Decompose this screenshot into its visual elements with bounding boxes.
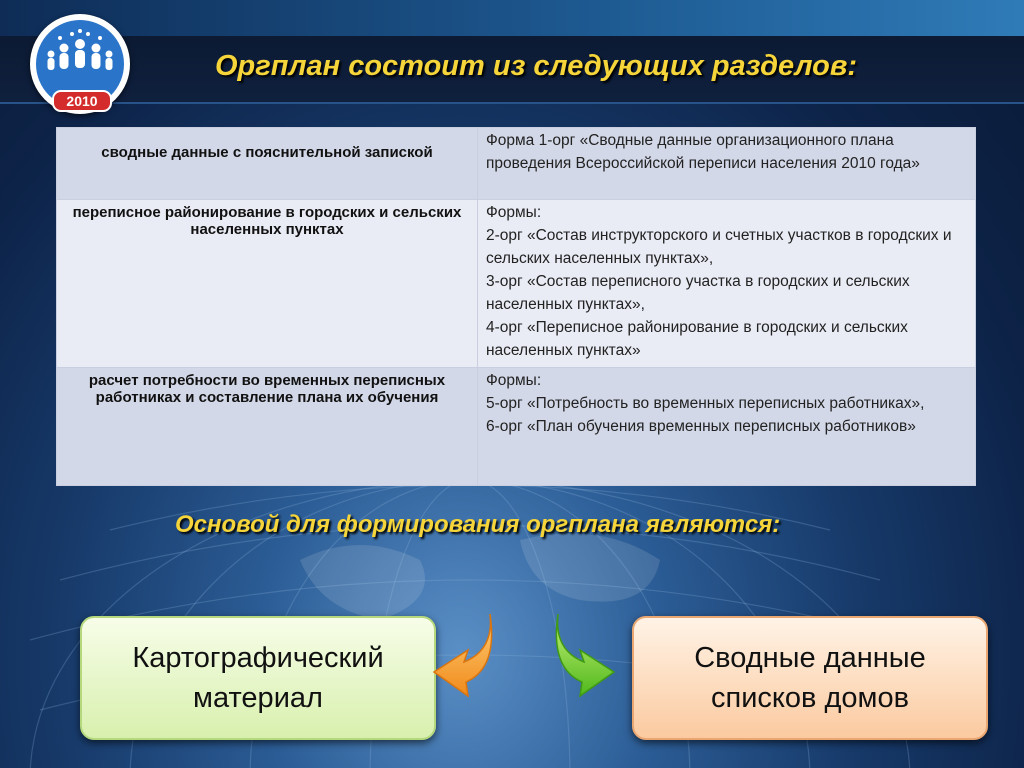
form-line: Форма 1-орг «Сводные данные организационного плана проведения Всероссийской переписи населения 2010 года» [486, 132, 920, 172]
box-label: Картографический материал [132, 642, 384, 714]
section-cell: расчет потребности во временных переписных работниках и составление плана их обучения [57, 368, 478, 486]
forms-cell [478, 200, 976, 368]
form-line: Формы: [486, 204, 542, 221]
form-line: 2-орг «Состав инструкторского и счетных участков в городских и сельских населенных пунктах», [486, 227, 952, 267]
logo-year: 2010 [52, 90, 112, 112]
cartographic-material-box [80, 616, 436, 740]
section-cell: переписное районирование в городских и сельских населенных пунктах [57, 200, 478, 368]
form-line: 3-орг «Состав переписного участка в городских и сельских населенных пунктах», [486, 273, 910, 313]
orgplan-table [56, 127, 976, 486]
table-row [57, 368, 976, 486]
curved-arrow-right-icon [548, 610, 620, 700]
section-cell: сводные данные с пояснительной запиской [57, 128, 478, 200]
census-logo [30, 14, 130, 114]
table-row [57, 200, 976, 368]
top-band [0, 0, 1024, 36]
forms-cell [478, 128, 976, 200]
section-subtitle: Основой для формирования оргплана являются: [175, 511, 781, 538]
curved-arrow-left-icon [428, 610, 500, 700]
house-lists-summary-box [632, 616, 988, 740]
form-line: 6-орг «План обучения временных переписных работников» [486, 418, 916, 435]
form-line: 4-орг «Переписное районирование в городских и сельских населенных пунктах» [486, 319, 908, 359]
table-row [57, 128, 976, 200]
form-line: Формы: [486, 372, 542, 389]
page-title: Оргплан состоит из следующих разделов: [215, 50, 858, 82]
box-label: Сводные данные списков домов [694, 642, 926, 714]
form-line: 5-орг «Потребность во временных переписных работниках», [486, 395, 925, 412]
forms-cell [478, 368, 976, 486]
